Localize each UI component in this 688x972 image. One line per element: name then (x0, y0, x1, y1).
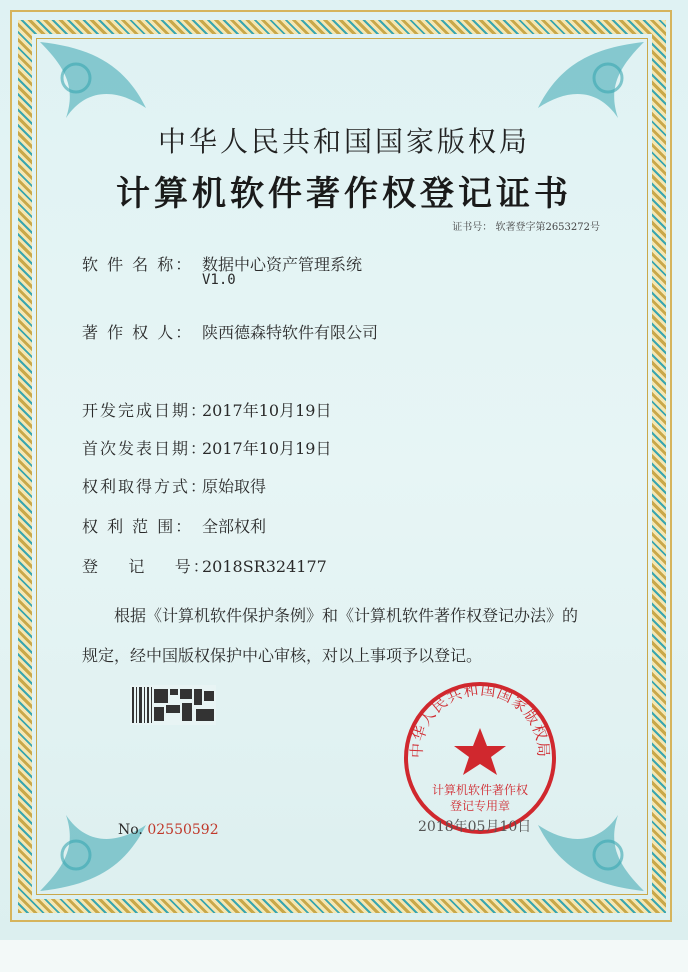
serial-value: 02550592 (147, 822, 219, 838)
page-bottom-margin (0, 940, 688, 972)
field-label: 登 记 号： (82, 557, 211, 576)
field-dev-completion-date (82, 398, 331, 421)
barcode (130, 685, 216, 725)
field-value: 2017年10月19日 (202, 439, 332, 458)
field-label: 软 件 名 称： (82, 255, 194, 274)
field-copyright-owner (82, 320, 378, 343)
serial-number (118, 822, 219, 838)
field-value: 2018SR324177 (202, 557, 327, 576)
svg-text:登记专用章: 登记专用章 (449, 799, 511, 813)
field-label: 权 利 范 围： (82, 517, 194, 536)
certificate-title: 计算机软件著作权登记证书 (116, 174, 572, 214)
field-value: 全部权利 (202, 517, 267, 536)
serial-label: No. (118, 822, 143, 838)
field-software-version: V1.0 (202, 272, 236, 288)
field-label: 首次发表日期： (82, 439, 209, 458)
official-seal (400, 678, 560, 838)
statement-line-1: 根据《计算机软件保护条例》和《计算机软件著作权登记办法》的 (114, 606, 579, 625)
registration-date: 2018年05月10日 (418, 819, 532, 835)
field-value: 陕西德森特软件有限公司 (202, 323, 379, 342)
svg-text:中华人民共和国国家版权局: 中华人民共和国国家版权局 (407, 680, 553, 759)
field-acquisition-method (82, 474, 266, 497)
field-label: 开发完成日期： (82, 401, 209, 420)
field-label: 权利取得方式： (82, 477, 209, 496)
field-first-publish-date (82, 436, 331, 459)
statement-line-2: 规定，经中国版权保护中心审核，对以上事项予以登记。 (82, 646, 483, 665)
field-value: 原始取得 (202, 477, 267, 496)
certificate-number: 证书号： 软著登字第2653272号 (452, 222, 600, 233)
authority-title: 中华人民共和国国家版权局 (157, 125, 530, 158)
svg-text:计算机软件著作权: 计算机软件著作权 (431, 783, 529, 797)
field-rights-scope (82, 514, 266, 537)
field-value: 数据中心资产管理系统 (202, 255, 363, 274)
field-label: 著 作 权 人： (82, 323, 194, 342)
field-value: 2017年10月19日 (202, 401, 332, 420)
field-registration-number (82, 554, 327, 577)
